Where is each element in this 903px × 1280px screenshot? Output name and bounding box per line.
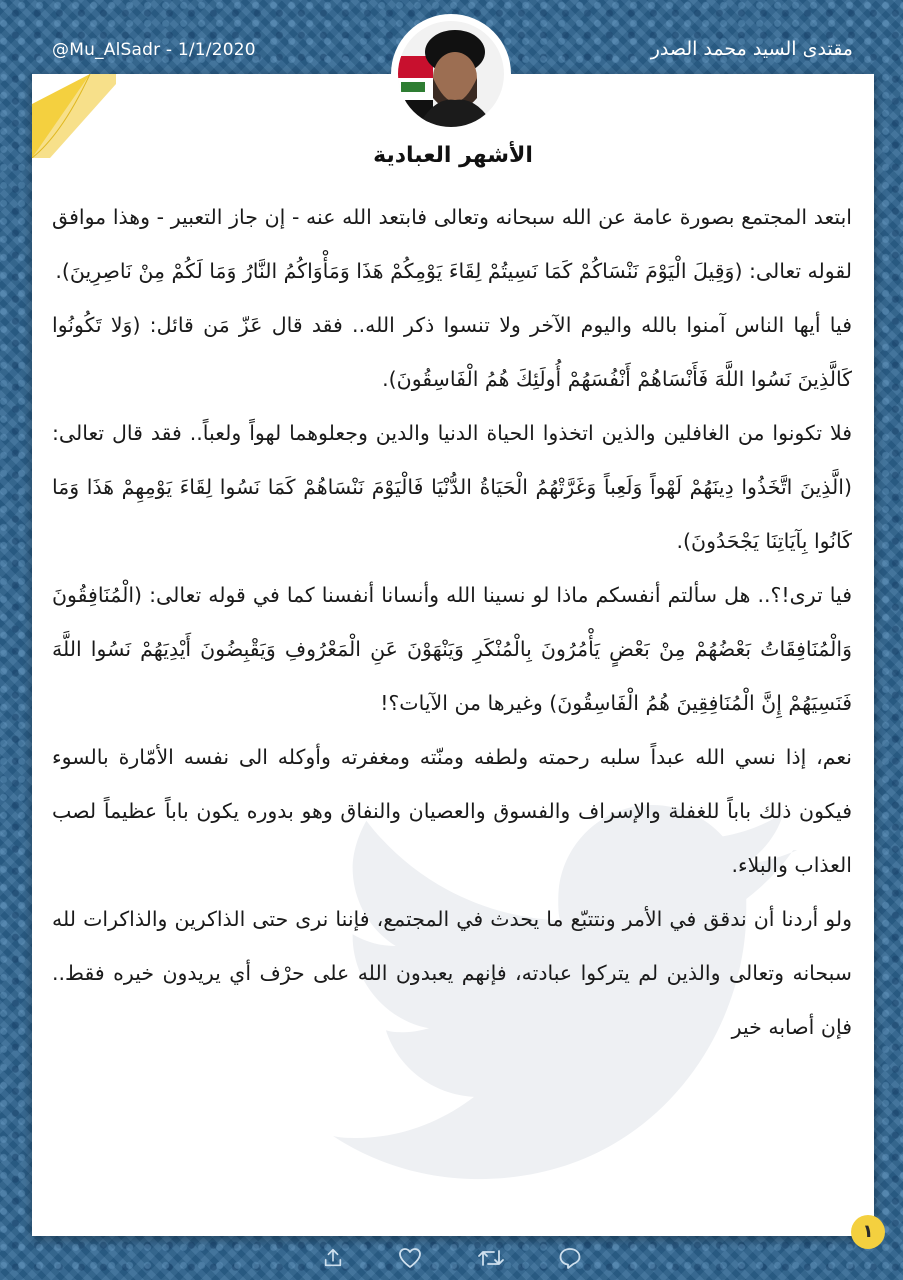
paragraph: نعم، إذا نسي الله عبداً سلبه رحمته ولطفه ومنّته ومغفرته وأوكله الى نفسه الأمّارة بالسوء فيكون ذلك باباً للغفلة والإسراف والفسوق والعصيان والنفاق وهو بدوره يكون باباً عظيماً لصب العذاب والبلاء. <box>52 745 852 877</box>
paragraph: فيا أيها الناس آمنوا بالله واليوم الآخر ولا تنسوا ذكر الله.. فقد قال عَزّ مَن قائل: (وَلا تَكُونُوا كَالَّذِينَ نَسُوا اللَّهَ فَأَنْسَاهُمْ أَنْفُسَهُمْ أُولَئِكَ هُمُ الْفَاسِقُونَ). <box>52 313 852 391</box>
avatar[interactable] <box>393 16 509 132</box>
page-title: الأشهر العبادية <box>373 143 533 168</box>
heart-icon <box>398 1247 422 1269</box>
profile-photo <box>393 16 509 132</box>
handle-date: @Mu_AlSadr - 1/1/2020 <box>52 40 256 60</box>
page-number-badge: ١ <box>851 1215 885 1249</box>
paragraph: ولو أردنا أن ندقق في الأمر ونتتبّع ما يحدث في المجتمع، فإننا نرى حتى الذاكرين والذاكرات لله سبحانه وتعالى والذين لم يتركوا عبادته، فإنهم يعبدون الله على حرْف أي يريدون خيره فقط.. فإن أصابه خير <box>52 907 852 1039</box>
paragraph: فيا ترى!؟.. هل سألتم أنفسكم ماذا لو نسينا الله وأنسانا أنفسنا كما في قوله تعالى: (الْمُنَافِقُونَ وَالْمُنَافِقَاتُ بَعْضُهُمْ مِنْ بَعْضٍ يَأْمُرُونَ بِالْمُنْكَرِ وَيَنْهَوْنَ عَنِ الْمَعْرُوفِ وَيَقْبِضُونَ أَيْدِيَهُمْ نَسُوا اللَّهَ فَنَسِيَهُمْ إِنَّ الْمُنَافِقِينَ هُمُ الْفَاسِقُونَ) وغيرها من الآيات؟! <box>52 583 852 715</box>
paragraph: فلا تكونوا من الغافلين والذين اتخذوا الحياة الدنيا والدين وجعلوهما لهواً ولعباً.. فقد قال تعالى: (الَّذِينَ اتَّخَذُوا دِينَهُمْ لَهْواً وَلَعِباً وَغَرَّتْهُمُ الْحَيَاةُ الدُّنْيَا فَالْيَوْمَ نَنْسَاهُمْ كَمَا نَسُوا لِقَاءَ يَوْمِهِمْ هَذَا وَمَا كَانُوا بِآيَاتِنَا يَجْحَدُونَ). <box>52 421 852 553</box>
reply-button[interactable] <box>556 1244 584 1272</box>
share-icon <box>322 1247 344 1269</box>
like-button[interactable] <box>396 1244 424 1272</box>
retweet-button[interactable] <box>477 1244 505 1272</box>
action-bar <box>0 1244 903 1272</box>
retweet-icon <box>477 1247 505 1269</box>
reply-icon <box>558 1247 582 1269</box>
post-body <box>52 190 852 1054</box>
share-button[interactable] <box>319 1244 347 1272</box>
author-name[interactable]: مقتدى السيد محمد الصدر <box>650 38 853 60</box>
paragraph: ابتعد المجتمع بصورة عامة عن الله سبحانه وتعالى فابتعد الله عنه - إن جاز التعبير - وهذا موافق لقوله تعالى: (وَقِيلَ الْيَوْمَ نَنْسَاكُمْ كَمَا نَسِيتُمْ لِقَاءَ يَوْمِكُمْ هَذَا وَمَأْوَاكُمُ النَّارُ وَمَا لَكُمْ مِنْ نَاصِرِينَ). <box>52 205 852 283</box>
